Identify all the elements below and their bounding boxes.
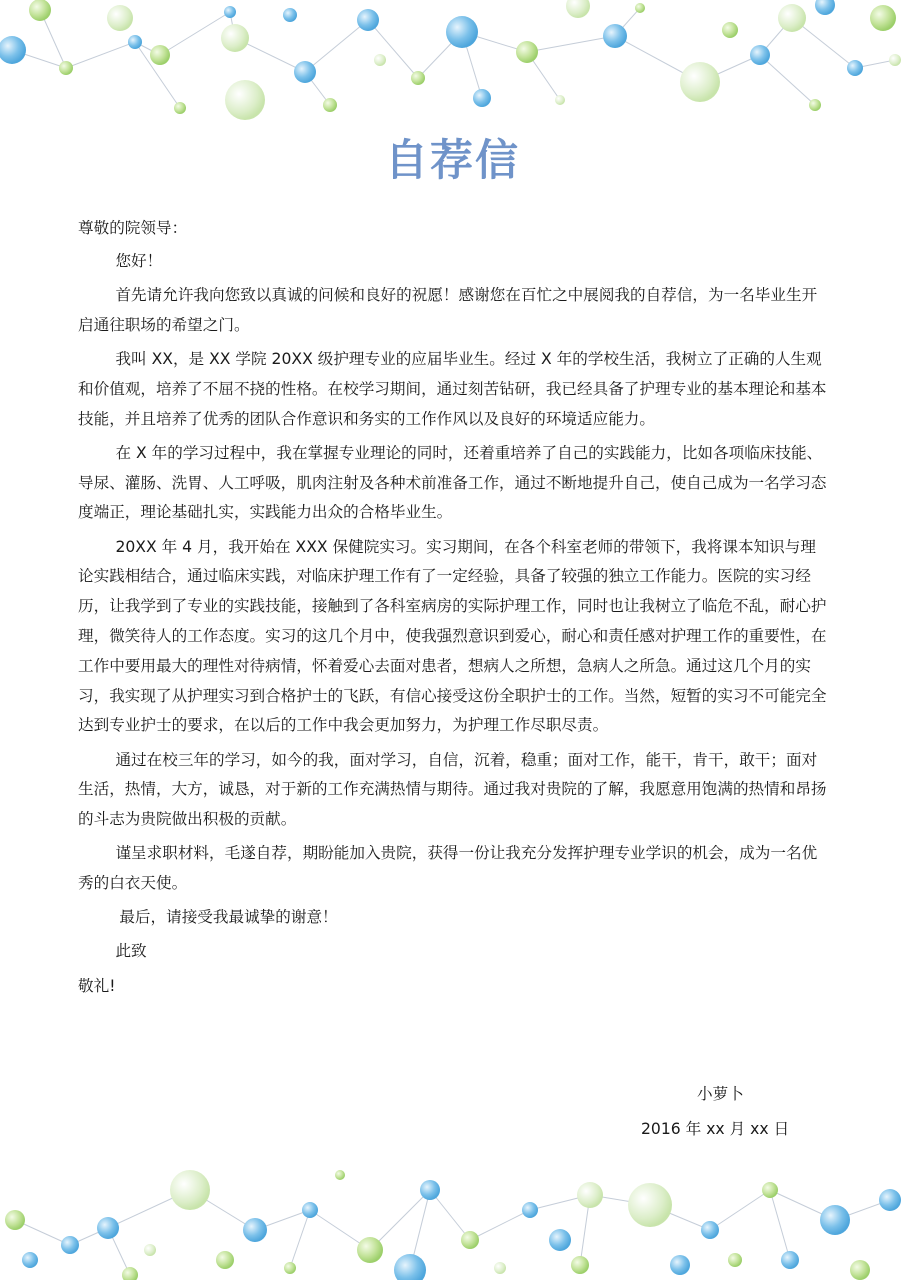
salutation: 尊敬的院领导： <box>78 219 188 237</box>
body-paragraph: 在 X 年的学习过程中，我在掌握专业理论的同时，还着重培养了自己的实践能力，比如各项临床技能、导尿、灌肠、洗胃、人工呼吸，肌肉注射及各种术前准备工作，通过不断地提升自己，使自己成为一名学习态度端正，理论基础扎实，实践能力出众的合格毕业生。 <box>78 443 827 522</box>
letter-title: 自荐信 <box>385 136 520 186</box>
closing-close: 敬礼! <box>78 976 116 995</box>
signer-name: 小萝卜 <box>697 1085 744 1103</box>
body-paragraph: 首先请允许我向您致以真诚的问候和良好的祝愿！感谢您在百忙之中展阅我的自荐信，为一名毕业生开启通往职场的希望之门。 <box>78 285 818 334</box>
bottom-bubble-decoration <box>0 1150 905 1280</box>
closing-open: 此致 <box>115 942 147 961</box>
signature-date: 2016 年 xx 月 xx 日 <box>641 1120 790 1138</box>
body-paragraph: 我叫 XX，是 XX 学院 20XX 级护理专业的应届毕业生。经过 X 年的学校生活，我树立了正确的人生观和价值观，培养了不屈不挠的性格。在校学习期间，通过刻苦钻研，我已经具备了护理专业的基本理论和基本技能，并且培养了优秀的团队合作意识和务实的工作作风以及良好的环境适应能力。 <box>78 349 827 428</box>
top-bubble-decoration <box>0 0 905 130</box>
letter-body <box>78 214 828 1006</box>
body-paragraph: 谨呈求职材料，毛遂自荐，期盼能加入贵院，获得一份让我充分发挥护理专业学识的机会，成为一名优秀的白衣天使。 <box>78 844 818 893</box>
greeting: 您好！ <box>115 251 163 270</box>
final-thanks: 最后，请接受我最诚挚的谢意！ <box>119 908 338 927</box>
body-paragraph: 20XX 年 4 月，我开始在 XXX 保健院实习。实习期间，在各个科室老师的带领下，我将课本知识与理论实践相结合，通过临床实践，对临床护理工作有了一定经验，具备了较强的独立工作能力。医院的实习经历，让我学到了专业的实践技能，接触到了各科室病房的实际护理工作，同时也让我树立了临危不乱，耐心护理，微笑待人的工作态度。实习的这几个月中，使我强烈意识到爱心，耐心和责任感对护理工作的重要性，在工作中要用最大的理性对待病情，怀着爱心去面对患者，想病人之所想，急病人之所急。通过这几个月的实习，我实现了从护理实习到合格护士的飞跃，有信心接受这份全职护士的工作。当然，短暂的实习不可能完全达到专业护士的要求，在以后的工作中我会更加努力，为护理工作尽职尽责。 <box>78 537 827 735</box>
body-paragraph: 通过在校三年的学习，如今的我，面对学习，自信，沉着，稳重；面对工作，能干，肯干，敢干；面对生活，热情，大方，诚恳，对于新的工作充满热情与期待。通过我对贵院的了解，我愿意用饱满的热情和昂扬的斗志为贵院做出积极的贡献。 <box>78 750 827 829</box>
